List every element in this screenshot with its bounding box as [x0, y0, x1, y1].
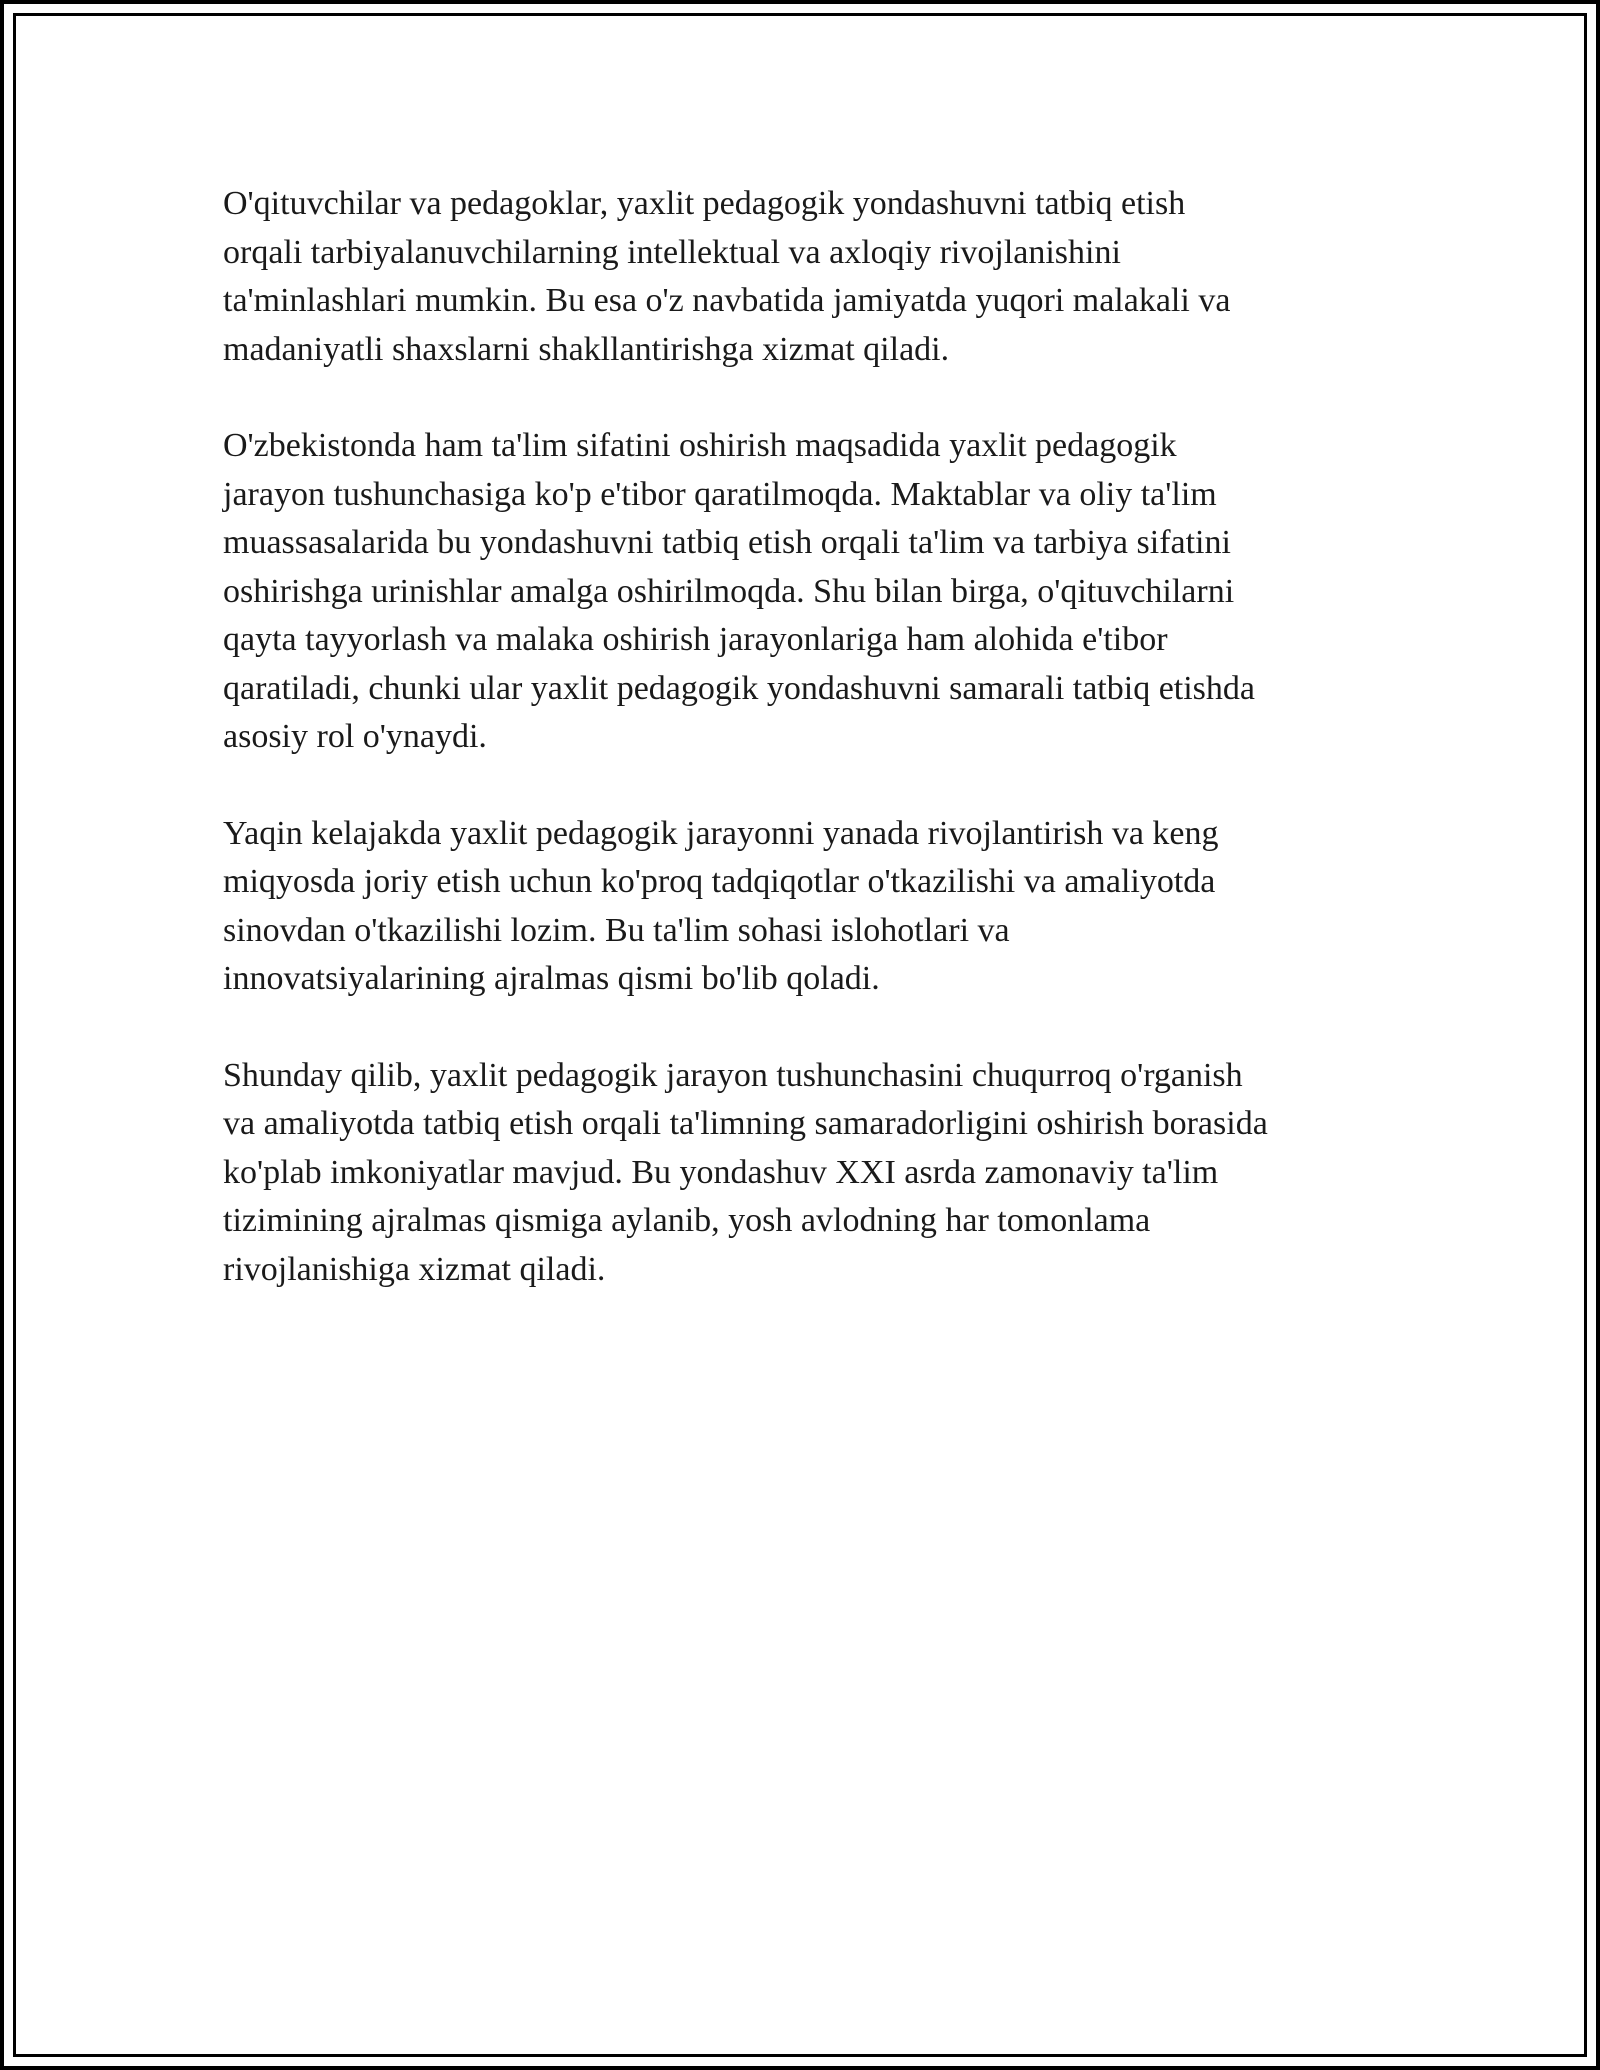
text-line: oshirishga urinishlar amalga oshirilmoqda. Shu bilan birga, o'qituvchilarni — [223, 572, 1235, 610]
paragraph-4 — [223, 1052, 1373, 1295]
text-line: innovatsiyalarining ajralmas qismi bo'lib qoladi. — [223, 960, 880, 997]
text-line: sinovdan o'tkazilishi lozim. Bu ta'lim sohasi islohotlari va — [223, 911, 1010, 949]
text-line: O'qituvchilar va pedagoklar, yaxlit pedagogik yondashuvni tatbiq etish — [223, 185, 1186, 222]
paragraph-2 — [223, 422, 1373, 762]
text-line: rivojlanishiga xizmat qiladi. — [223, 1250, 606, 1288]
paragraph-1 — [223, 180, 1373, 374]
text-line: O'zbekistonda ham ta'lim sifatini oshirish maqsadida yaxlit pedagogik — [223, 427, 1177, 464]
text-line: Yaqin kelajakda yaxlit pedagogik jarayonni yanada rivojlantirish va keng — [223, 814, 1219, 852]
text-line: miqyosda joriy etish uchun ko'proq tadqiqotlar o'tkazilishi va amaliyotda — [223, 863, 1216, 900]
paragraph-3 — [223, 810, 1373, 1004]
text-line: qaratiladi, chunki ular yaxlit pedagogik yondashuvni samarali tatbiq etishda — [223, 669, 1256, 707]
text-line: madaniyatli shaxslarni shakllantirishga xizmat qiladi. — [223, 330, 950, 368]
text-line: ko'plab imkoniyatlar mavjud. Bu yondashuv XXI asrda zamonaviy ta'lim — [223, 1153, 1219, 1191]
text-line: orqali tarbiyalanuvchilarning intellektual va axloqiy rivojlanishini — [223, 233, 1121, 271]
text-line: tizimining ajralmas qismiga aylanib, yosh avlodning har tomonlama — [223, 1202, 1151, 1239]
text-line: ta'minlashlari mumkin. Bu esa o'z navbatida jamiyatda yuqori malakali va — [223, 282, 1231, 319]
text-line: muassasalarida bu yondashuvni tatbiq etish orqali ta'lim va tarbiya sifatini — [223, 524, 1231, 561]
text-line: Shunday qilib, yaxlit pedagogik jarayon tushunchasini chuqurroq o'rganish — [223, 1056, 1243, 1094]
text-line: jarayon tushunchasiga ko'p e'tibor qaratilmoqda. Maktablar va oliy ta'lim — [223, 475, 1217, 513]
text-line: va amaliyotda tatbiq etish orqali ta'limning samaradorligini oshirish borasida — [223, 1105, 1268, 1142]
text-line: asosiy rol o'ynaydi. — [223, 718, 487, 755]
document-body — [223, 180, 1373, 1342]
text-line: qayta tayyorlash va malaka oshirish jarayonlariga ham alohida e'tibor — [223, 621, 1168, 658]
